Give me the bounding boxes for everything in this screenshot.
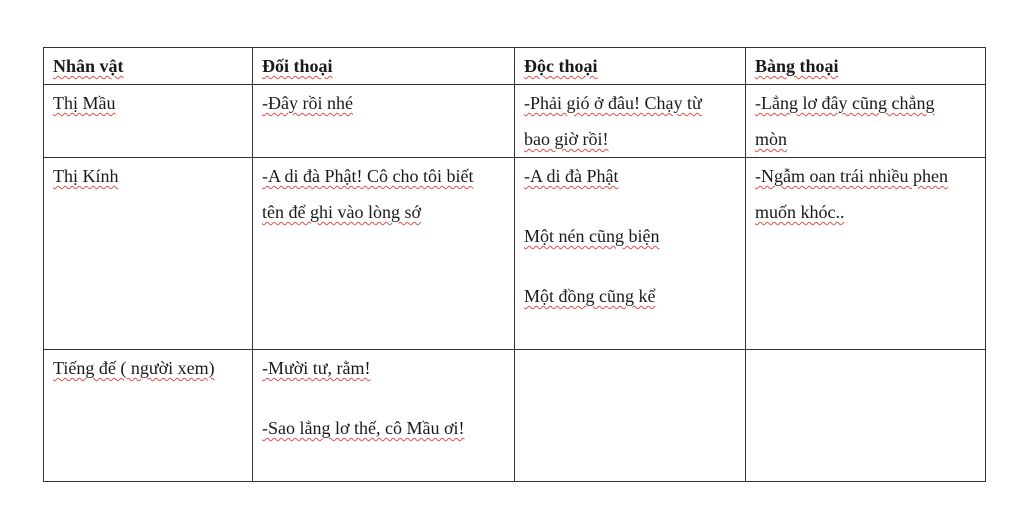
table-header-row: [44, 48, 986, 85]
paragraph-gap: [524, 254, 745, 278]
cell-character: [44, 85, 253, 158]
dialogue-line: -Mười tư, rằm!: [262, 358, 371, 378]
dialogue-line: -Sao lẳng lơ thế, cô Mầu ơi!: [262, 418, 465, 438]
header-cell-monologue: [515, 48, 746, 85]
cell-monologue: [515, 85, 746, 158]
table-row: [44, 85, 986, 158]
cell-aside: [746, 85, 986, 158]
cell-character: [44, 158, 253, 350]
aside-line: mòn: [755, 129, 788, 149]
dialogue-line: tên để ghi vào lòng sớ: [262, 202, 421, 222]
cell-character: [44, 350, 253, 482]
header-character: Nhân vật: [53, 56, 124, 76]
dialogue-type-table: [43, 47, 986, 482]
aside-line: -Ngẫm oan trái nhiều phen: [755, 166, 948, 186]
header-cell-aside: [746, 48, 986, 85]
monologue-line: Một đồng cũng kể: [524, 286, 656, 306]
cell-monologue: [515, 158, 746, 350]
monologue-line: -A di đà Phật: [524, 166, 619, 186]
header-cell-character: [44, 48, 253, 85]
dialogue-line: -Đây rồi nhé: [262, 93, 353, 113]
table-row: [44, 350, 986, 482]
cell-monologue-empty: [515, 350, 746, 482]
cell-dialogue: [253, 350, 515, 482]
aside-line: -Lẳng lơ đây cũng chẳng: [755, 93, 935, 113]
monologue-line: -Phải gió ở đâu! Chạy từ: [524, 93, 702, 113]
paragraph-gap: [524, 194, 745, 218]
character-name: Tiếng đế ( người xem): [53, 358, 215, 378]
cell-aside: [746, 158, 986, 350]
header-aside: Bàng thoại: [755, 56, 839, 76]
header-dialogue: Đối thoại: [262, 56, 333, 76]
cell-dialogue: [253, 85, 515, 158]
cell-dialogue: [253, 158, 515, 350]
header-cell-dialogue: [253, 48, 515, 85]
paragraph-gap: [262, 386, 514, 410]
cell-aside-empty: [746, 350, 986, 482]
monologue-line: bao giờ rồi!: [524, 129, 609, 149]
header-monologue: Độc thoại: [524, 56, 598, 76]
aside-line: muốn khóc..: [755, 202, 845, 222]
dialogue-line: -A di đà Phật! Cô cho tôi biết: [262, 166, 474, 186]
character-name: Thị Kính: [53, 166, 119, 186]
monologue-line: Một nén cũng biện: [524, 226, 660, 246]
table-row: [44, 158, 986, 350]
character-name: Thị Mầu: [53, 93, 116, 113]
